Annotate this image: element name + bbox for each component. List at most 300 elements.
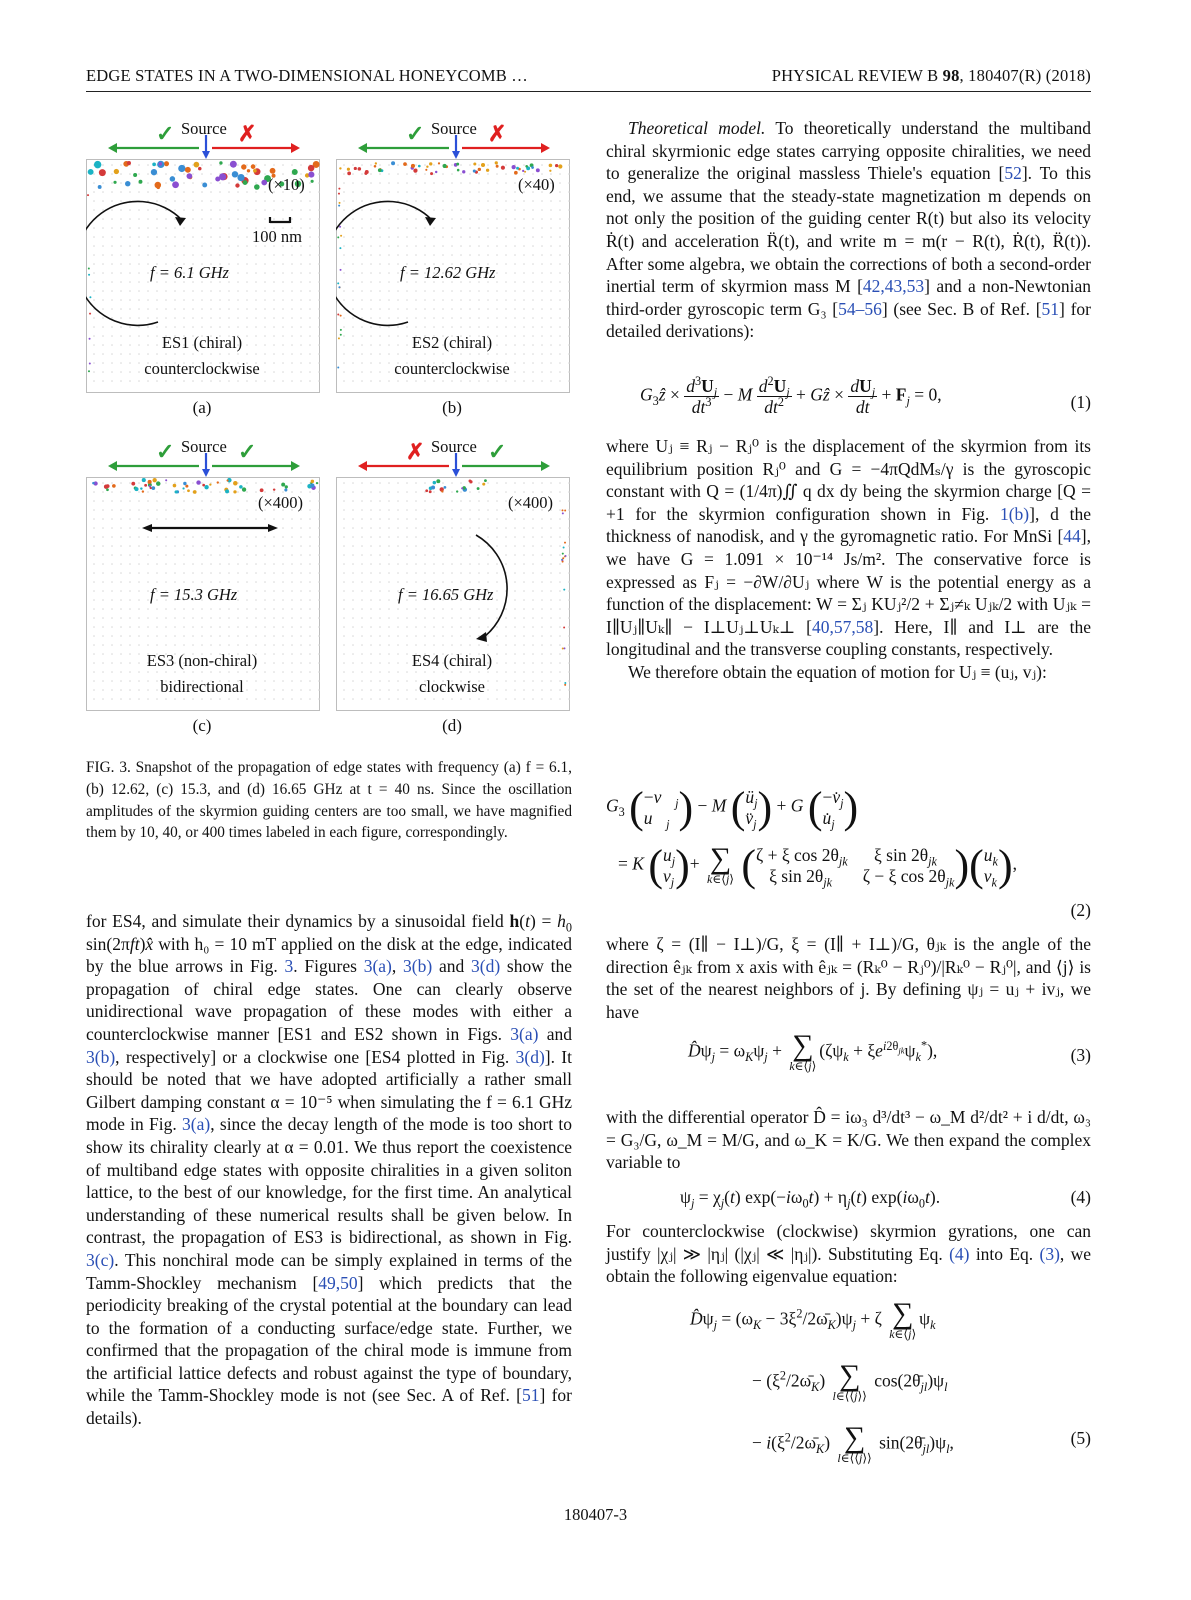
edge-dot	[374, 165, 377, 168]
lattice-dot	[505, 308, 507, 310]
lattice-dot	[264, 644, 266, 646]
lattice-dot	[183, 536, 185, 538]
lattice-dot	[370, 698, 372, 700]
edge-dot	[481, 163, 485, 167]
lattice-dot	[541, 236, 543, 238]
lattice-dot	[192, 581, 194, 583]
lattice-dot	[120, 209, 122, 211]
lattice-dot	[451, 380, 453, 382]
lattice-dot	[120, 509, 122, 511]
lattice-dot	[442, 236, 444, 238]
link-fig3[interactable]: 3	[284, 956, 294, 977]
lattice-dot	[228, 581, 230, 583]
lattice-dot	[183, 635, 185, 637]
lattice-dot	[309, 545, 311, 547]
edge-dot	[563, 627, 565, 629]
lattice-dot	[210, 491, 212, 493]
lattice-dot	[102, 299, 104, 301]
lattice-dot	[228, 182, 230, 184]
lattice-dot	[568, 326, 570, 328]
link-ref-49-50[interactable]: 49,50	[318, 1272, 358, 1293]
lattice-dot	[415, 671, 417, 673]
lattice-dot	[505, 326, 507, 328]
panel-graphic	[86, 435, 322, 715]
lattice-dot	[147, 254, 149, 256]
figure-caption: FIG. 3. Snapshot of the propagation of edge states with frequency (a) f = 6.1, (b) 12.62, (c) 15.3, and (d) 16.65 GHz at t = 40 ns. Since the oscillation amplitudes of the skyrmion guiding centers are too small, we have magnified them by 10, 40, or 400 times labeled in each figure, correspondingly.	[86, 759, 572, 842]
lattice-dot	[192, 299, 194, 301]
lattice-dot	[219, 635, 221, 637]
lattice-dot	[478, 644, 480, 646]
lattice-dot	[201, 644, 203, 646]
lattice-dot	[246, 317, 248, 319]
lattice-dot	[138, 173, 140, 175]
lattice-dot	[415, 482, 417, 484]
lattice-dot	[388, 563, 390, 565]
link-fig3a-2[interactable]: 3(a)	[510, 1023, 539, 1044]
lattice-dot	[246, 209, 248, 211]
lattice-dot	[237, 326, 239, 328]
lattice-dot	[291, 380, 293, 382]
link-fig3a-3[interactable]: 3(a)	[182, 1114, 211, 1135]
lattice-dot	[156, 581, 158, 583]
lattice-dot	[165, 482, 167, 484]
lattice-dot	[478, 254, 480, 256]
lattice-dot	[514, 254, 516, 256]
lattice-dot	[147, 563, 149, 565]
edge-dot	[235, 183, 239, 187]
lattice-dot	[397, 545, 399, 547]
edge-dot	[89, 313, 91, 315]
lattice-dot	[352, 308, 354, 310]
lattice-dot	[246, 536, 248, 538]
lattice-dot	[309, 263, 311, 265]
lattice-dot	[568, 491, 570, 493]
lattice-dot	[523, 164, 525, 166]
lattice-dot	[406, 191, 408, 193]
lattice-dot	[246, 299, 248, 301]
lattice-dot	[174, 563, 176, 565]
lattice-dot	[129, 590, 131, 592]
lattice-dot	[264, 200, 266, 202]
lattice-dot	[165, 209, 167, 211]
link-fig3a[interactable]: 3(a)	[363, 956, 392, 977]
lattice-dot	[424, 518, 426, 520]
lattice-dot	[147, 635, 149, 637]
edge-dot	[187, 173, 193, 179]
lattice-dot	[343, 635, 345, 637]
lattice-dot	[478, 380, 480, 382]
lattice-dot	[93, 209, 95, 211]
lattice-dot	[442, 563, 444, 565]
lattice-dot	[343, 545, 345, 547]
lattice-dot	[282, 527, 284, 529]
lattice-dot	[102, 164, 104, 166]
lattice-dot	[424, 299, 426, 301]
lattice-dot	[201, 509, 203, 511]
lattice-dot	[370, 563, 372, 565]
lattice-dot	[388, 353, 390, 355]
lattice-dot	[183, 608, 185, 610]
lattice-dot	[183, 671, 185, 673]
lattice-dot	[111, 644, 113, 646]
lattice-dot	[201, 698, 203, 700]
lattice-dot	[370, 299, 372, 301]
lattice-dot	[469, 173, 471, 175]
edge-dot	[193, 490, 197, 494]
lattice-dot	[568, 554, 570, 556]
lattice-dot	[487, 518, 489, 520]
lattice-dot	[228, 209, 230, 211]
lattice-dot	[147, 173, 149, 175]
lattice-dot	[451, 326, 453, 328]
mode-label: ES1 (chiral)	[161, 333, 243, 352]
lattice-dot	[129, 209, 131, 211]
lattice-dot	[102, 527, 104, 529]
lattice-dot	[442, 554, 444, 556]
lattice-dot	[237, 254, 239, 256]
lattice-dot	[370, 236, 372, 238]
lattice-dot	[174, 299, 176, 301]
link-ref-44[interactable]: 44	[1063, 526, 1081, 547]
lattice-dot	[487, 182, 489, 184]
lattice-dot	[147, 326, 149, 328]
source-arrow-head	[452, 151, 460, 159]
magnification-label: (×10)	[268, 175, 305, 194]
lattice-dot	[246, 200, 248, 202]
link-ref-40-57-58[interactable]: 40,57,58	[812, 616, 874, 637]
lattice-dot	[379, 236, 381, 238]
lattice-dot	[496, 500, 498, 502]
edge-dot	[232, 171, 238, 177]
lattice-dot	[264, 671, 266, 673]
edge-dot	[151, 486, 155, 490]
lattice-dot	[201, 317, 203, 319]
lattice-dot	[246, 218, 248, 220]
lattice-dot	[165, 191, 167, 193]
link-eq3[interactable]: (3)	[1039, 1243, 1060, 1264]
lattice-dot	[129, 173, 131, 175]
lattice-dot	[228, 236, 230, 238]
link-fig3b-2[interactable]: 3(b)	[86, 1046, 116, 1067]
lattice-dot	[318, 689, 320, 691]
lattice-dot	[532, 599, 534, 601]
lattice-dot	[352, 554, 354, 556]
lattice-dot	[352, 644, 354, 646]
edge-dot	[456, 163, 459, 166]
lattice-dot	[219, 182, 221, 184]
lattice-dot	[111, 353, 113, 355]
lattice-dot	[568, 335, 570, 337]
lattice-dot	[451, 563, 453, 565]
lattice-dot	[156, 326, 158, 328]
lattice-dot	[352, 482, 354, 484]
lattice-dot	[138, 626, 140, 628]
lattice-dot	[514, 299, 516, 301]
lattice-dot	[559, 698, 561, 700]
lattice-dot	[156, 536, 158, 538]
lattice-dot	[442, 227, 444, 229]
lattice-dot	[201, 326, 203, 328]
lattice-dot	[370, 545, 372, 547]
lattice-dot	[415, 500, 417, 502]
lattice-dot	[541, 563, 543, 565]
link-ref-51-b[interactable]: 51	[1041, 298, 1060, 319]
lattice-dot	[523, 644, 525, 646]
edge-dot	[194, 162, 200, 168]
link-fig3d-2[interactable]: 3(d)	[515, 1046, 545, 1067]
lattice-dot	[505, 209, 507, 211]
lattice-dot	[379, 608, 381, 610]
lattice-dot	[397, 518, 399, 520]
lattice-dot	[496, 317, 498, 319]
edge-dot	[426, 166, 428, 168]
edge-dot	[185, 485, 188, 488]
lattice-dot	[496, 545, 498, 547]
lattice-dot	[379, 554, 381, 556]
lattice-dot	[309, 509, 311, 511]
edge-dot	[562, 561, 564, 563]
lattice-dot	[246, 245, 248, 247]
edge-dot	[225, 489, 229, 493]
lattice-dot	[550, 353, 552, 355]
lattice-dot	[532, 308, 534, 310]
lattice-dot	[282, 554, 284, 556]
lattice-dot	[478, 308, 480, 310]
lattice-dot	[559, 599, 561, 601]
lattice-dot	[424, 563, 426, 565]
lattice-dot	[415, 380, 417, 382]
lattice-dot	[388, 482, 390, 484]
lattice-dot	[559, 644, 561, 646]
equation-1-number: (1)	[1070, 392, 1091, 412]
lattice-dot	[309, 671, 311, 673]
lattice-dot	[219, 500, 221, 502]
lattice-dot	[237, 380, 239, 382]
lattice-dot	[228, 563, 230, 565]
lattice-dot	[379, 191, 381, 193]
lattice-dot	[550, 698, 552, 700]
lattice-dot	[129, 290, 131, 292]
lattice-dot	[183, 554, 185, 556]
lattice-dot	[532, 608, 534, 610]
lattice-dot	[505, 518, 507, 520]
lattice-dot	[318, 299, 320, 301]
lattice-dot	[174, 500, 176, 502]
lattice-dot	[174, 245, 176, 247]
lattice-dot	[550, 671, 552, 673]
lattice-dot	[111, 173, 113, 175]
lattice-dot	[361, 599, 363, 601]
lattice-dot	[264, 554, 266, 556]
lattice-dot	[370, 482, 372, 484]
lattice-dot	[291, 353, 293, 355]
edge-dot	[525, 165, 528, 168]
lattice-dot	[532, 581, 534, 583]
magnification-label: (×400)	[508, 493, 554, 512]
edge-dot	[98, 185, 102, 189]
lattice-dot	[255, 317, 257, 319]
lattice-dot	[210, 518, 212, 520]
lattice-dot	[460, 644, 462, 646]
lattice-dot	[273, 263, 275, 265]
link-fig1b[interactable]: 1(b)	[999, 503, 1030, 524]
lattice-dot	[120, 281, 122, 283]
lattice-dot	[255, 482, 257, 484]
lattice-dot	[451, 581, 453, 583]
edge-dot	[202, 183, 207, 188]
lattice-dot	[309, 698, 311, 700]
lattice-dot	[469, 200, 471, 202]
lattice-dot	[460, 245, 462, 247]
lattice-dot	[237, 281, 239, 283]
lattice-dot	[192, 626, 194, 628]
lattice-dot	[370, 536, 372, 538]
lattice-dot	[496, 581, 498, 583]
lattice-dot	[352, 281, 354, 283]
lattice-dot	[424, 581, 426, 583]
lattice-dot	[129, 380, 131, 382]
lattice-dot	[255, 572, 257, 574]
lattice-dot	[406, 698, 408, 700]
lattice-dot	[388, 644, 390, 646]
lattice-dot	[156, 254, 158, 256]
lattice-dot	[273, 272, 275, 274]
lattice-dot	[478, 626, 480, 628]
lattice-dot	[550, 308, 552, 310]
link-eq4[interactable]: (4)	[949, 1243, 970, 1264]
lattice-dot	[451, 308, 453, 310]
lattice-dot	[559, 191, 561, 193]
edge-dot	[254, 184, 260, 190]
lattice-dot	[120, 263, 122, 265]
edge-dot	[418, 165, 421, 168]
lattice-dot	[568, 635, 570, 637]
lattice-dot	[183, 317, 185, 319]
lattice-dot	[147, 380, 149, 382]
link-ref-54-56[interactable]: 54–56	[838, 298, 882, 319]
lattice-dot	[352, 527, 354, 529]
link-fig3c[interactable]: 3(c)	[86, 1249, 115, 1270]
edge-dot	[316, 482, 318, 484]
lattice-dot	[129, 527, 131, 529]
edge-dot	[564, 542, 566, 544]
lattice-dot	[282, 599, 284, 601]
lattice-dot	[237, 572, 239, 574]
lattice-dot	[487, 509, 489, 511]
lattice-dot	[129, 671, 131, 673]
lattice-dot	[246, 227, 248, 229]
lattice-dot	[102, 227, 104, 229]
lattice-dot	[129, 698, 131, 700]
lattice-dot	[192, 200, 194, 202]
lattice-dot	[343, 254, 345, 256]
cross-icon: ✗	[406, 439, 425, 464]
lattice-dot	[424, 671, 426, 673]
lattice-dot	[361, 608, 363, 610]
lattice-dot	[388, 308, 390, 310]
lattice-dot	[138, 245, 140, 247]
edge-dot	[261, 180, 267, 186]
edge-dot	[429, 162, 432, 165]
lattice-dot	[532, 281, 534, 283]
lattice-dot	[442, 644, 444, 646]
lattice-dot	[361, 671, 363, 673]
link-fig3d[interactable]: 3(d)	[471, 956, 501, 977]
lattice-dot	[102, 671, 104, 673]
lattice-dot	[496, 644, 498, 646]
link-ref-52[interactable]: 52	[1004, 163, 1022, 184]
link-fig3b[interactable]: 3(b)	[403, 956, 433, 977]
lattice-dot	[532, 245, 534, 247]
lattice-dot	[210, 554, 212, 556]
lattice-dot	[237, 236, 239, 238]
lattice-dot	[264, 635, 266, 637]
header-rule	[86, 91, 1091, 92]
lattice-dot	[201, 545, 203, 547]
lattice-dot	[541, 572, 543, 574]
lattice-dot	[379, 326, 381, 328]
lattice-dot	[460, 608, 462, 610]
edge-dot	[233, 490, 236, 493]
lattice-dot	[532, 554, 534, 556]
lattice-dot	[309, 572, 311, 574]
lattice-dot	[102, 218, 104, 220]
lattice-dot	[102, 509, 104, 511]
lattice-dot	[264, 482, 266, 484]
link-ref-42-43-53[interactable]: 42,43,53	[862, 276, 925, 297]
lattice-dot	[469, 509, 471, 511]
lattice-dot	[496, 182, 498, 184]
lattice-dot	[246, 281, 248, 283]
edge-dot	[175, 490, 178, 493]
lattice-dot	[406, 527, 408, 529]
lattice-dot	[505, 227, 507, 229]
lattice-dot	[318, 173, 320, 175]
lattice-dot	[451, 545, 453, 547]
edge-dot	[338, 188, 340, 190]
lattice-dot	[273, 626, 275, 628]
lattice-dot	[379, 671, 381, 673]
lattice-dot	[559, 182, 561, 184]
link-ref-51[interactable]: 51	[521, 1385, 540, 1406]
edge-dot	[339, 247, 341, 249]
lattice-dot	[505, 299, 507, 301]
edge-dot	[358, 167, 362, 171]
lattice-dot	[415, 227, 417, 229]
edge-dot	[555, 164, 558, 167]
lattice-dot	[451, 218, 453, 220]
lattice-dot	[282, 626, 284, 628]
lattice-dot	[541, 317, 543, 319]
lattice-dot	[120, 698, 122, 700]
lattice-dot	[309, 608, 311, 610]
lattice-dot	[514, 326, 516, 328]
lattice-dot	[165, 227, 167, 229]
lattice-dot	[451, 671, 453, 673]
lattice-dot	[183, 545, 185, 547]
frequency-label: f = 6.1 GHz	[150, 263, 229, 282]
lattice-dot	[406, 500, 408, 502]
lattice-dot	[433, 254, 435, 256]
lattice-dot	[246, 617, 248, 619]
lattice-dot	[352, 617, 354, 619]
lattice-dot	[352, 245, 354, 247]
lattice-dot	[102, 245, 104, 247]
lattice-dot	[210, 581, 212, 583]
edge-dot	[89, 296, 91, 298]
lattice-dot	[174, 635, 176, 637]
lattice-dot	[514, 527, 516, 529]
